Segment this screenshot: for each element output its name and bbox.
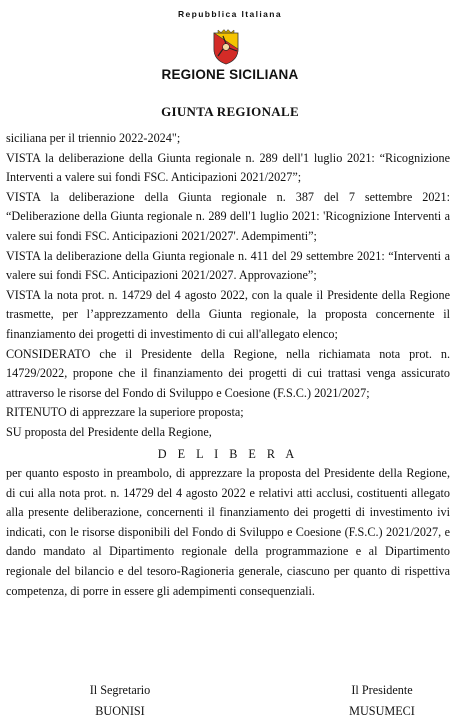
signature-block — [0, 680, 460, 724]
paragraph-vista-nota: VISTA la nota prot. n. 14729 del 4 agosto 2022, con la quale il Presidente della Regione trasmette, per l’apprezzamento della Giunta regionale, la proposta concernente il finanziamento dei progetti di investimento di cui all'allegato elenco; — [6, 287, 450, 341]
paragraph-vista-411: VISTA la deliberazione della Giunta regionale n. 411 del 29 settembre 2021: “Interventi a valere sui fondi FSC. Anticipazioni 2021/2027. Approvazione”; — [6, 248, 450, 283]
secretary-name: BUONISI — [95, 704, 145, 718]
secretary-role: Il Segretario — [89, 683, 151, 697]
paragraph-intro-fragment: siciliana per il triennio 2022-2024"; — [6, 131, 181, 145]
president-role: Il Presidente — [351, 683, 413, 697]
paragraph-vista-289: VISTA la deliberazione della Giunta regionale n. 289 dell'1 luglio 2021: “Ricognizione Interventi a valere sui fondi FSC. Anticipazioni 2021/2027”; — [6, 150, 450, 185]
delibera-text: per quanto esposto in preambolo, di apprezzare la proposta del Presidente della Regione, di cui alla nota prot. n. 14729 del 4 agosto 2022 e relativi atti acclusi, costituenti allegato alla presente deliberazione, concernenti il finanziamento dei progetti di investimento ivi indicati, con le risorse disponibili del Fondo di Sviluppo e Coesione (F.S.C.) 2021/2027, e dando mandato al Dipartimento regionale della programmazione e al Dipartimento regionale del bilancio e del tesoro-Ragioneria generale, ciascuno per quanto di rispettiva competenza, di porre in essere gli adempimenti consequenziali. — [6, 466, 450, 598]
deliberation-body — [6, 129, 450, 601]
delibera-heading: D E L I B E R A — [157, 446, 299, 461]
paragraph-su-proposta: SU proposta del Presidente della Regione, — [6, 424, 212, 439]
paragraph-considerato: CONSIDERATO che il Presidente della Regione, nella richiamata nota prot. n. 14729/2022, propone che il finanziamento dei progetti di cui trattasi venga assicurato attraverso le risorse del Fondo di Sviluppo e Coesione (F.S.C.) 2021/2027; — [6, 346, 450, 400]
secretary-signature — [60, 680, 180, 722]
republic-label: Repubblica Italiana — [177, 9, 283, 19]
region-name: REGIONE SICILIANA — [161, 67, 299, 82]
president-signature — [322, 680, 442, 722]
trinacria-coat-of-arms-icon — [210, 29, 242, 65]
paragraph-ritenuto: RITENUTO di apprezzare la superiore proposta; — [6, 405, 244, 420]
paragraph-vista-387: VISTA la deliberazione della Giunta regionale n. 387 del 7 settembre 2021: “Deliberazione della Giunta regionale n. 289 dell'1 luglio 2021: 'Ricognizione Interventi a valere sui fondi FSC. Anticipazioni 2021/2027'. Adempimenti”; — [6, 189, 450, 243]
document-header — [0, 0, 460, 124]
president-name: MUSUMECI — [349, 704, 415, 718]
council-heading: GIUNTA REGIONALE — [161, 104, 299, 119]
